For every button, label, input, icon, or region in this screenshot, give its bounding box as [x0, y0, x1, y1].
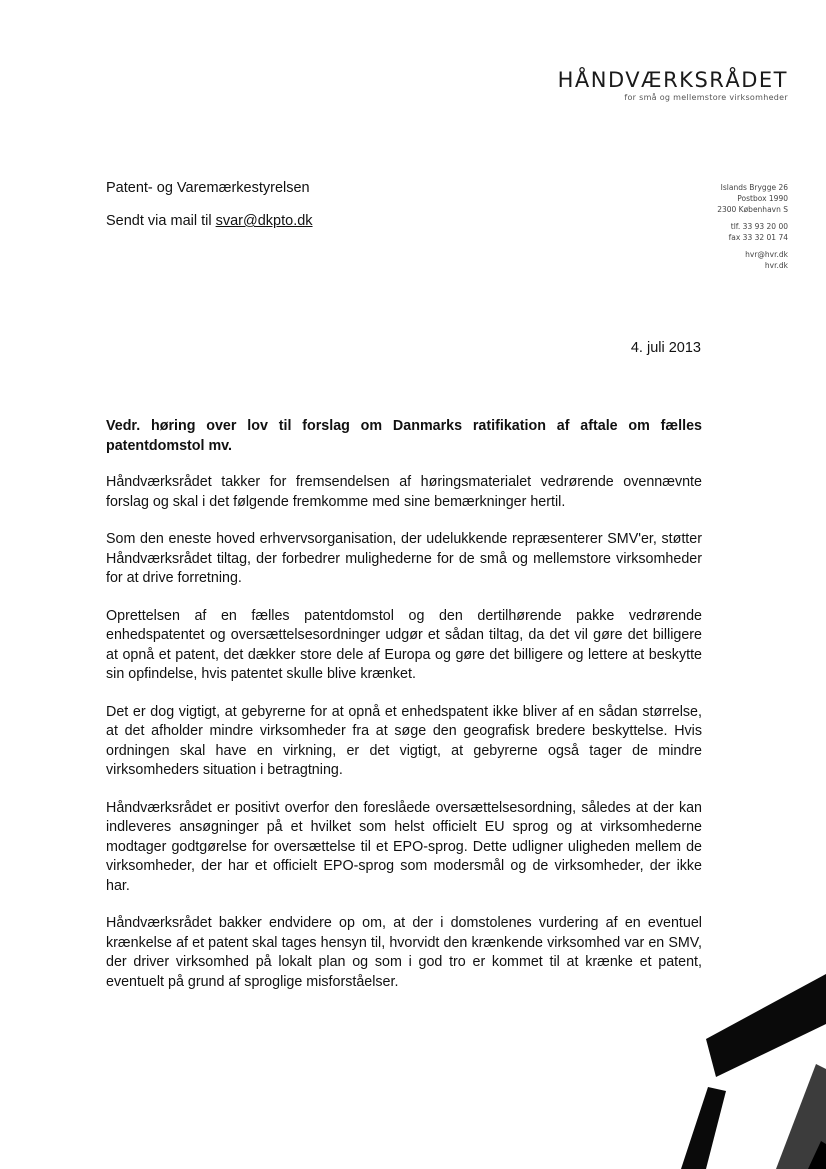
sender-postbox: Postbox 1990	[737, 194, 788, 203]
body-paragraph: Håndværksrådet bakker endvidere op om, at der i domstolenes vurdering af en eventuel krænkelse af et patent skal tages hensyn til, hvorvidt den krænkende virksomhed var en SMV, der driver virksomhed på lokalt plan og som i god tro er kommet til at krænke et patent, eventuelt på grund af sproglige misforståelser.	[106, 915, 702, 990]
sender-email: hvr@hvr.dk	[745, 250, 788, 259]
sender-web: hvr.dk	[764, 261, 788, 270]
letter-subject: Vedr. høring over lov til forslag om Danmarks ratifikation af aftale om fælles patentdomstol mv.	[106, 418, 702, 454]
letter-date: 4. juli 2013	[630, 340, 701, 356]
organization-name: HÅNDVÆRKSRÅDET	[557, 68, 788, 92]
recipient-email-link[interactable]: svar@dkpto.dk	[215, 213, 313, 229]
body-paragraph: Det er dog vigtigt, at gebyrerne for at opnå et enhedspatent ikke bliver af en sådan størrelse, at det afholder mindre virksomheder fra at søge den geografisk bredere beskyttelse. Hvis ordningen skal have en virkning, er det vigtigt, at gebyrerne også tager de mindre virksomheders situation i betragtning.	[106, 703, 702, 778]
letter-body	[106, 417, 702, 1010]
sender-address-block	[717, 182, 788, 271]
sender-city: 2300 København S	[717, 205, 788, 214]
corner-decoration-icon	[626, 969, 826, 1169]
sent-via-text: Sendt via mail til	[106, 213, 216, 229]
sender-street: Islands Brygge 26	[720, 183, 788, 192]
organization-tagline: for små og mellemstore virksomheder	[624, 93, 788, 102]
sender-fax: fax 33 32 01 74	[728, 233, 788, 242]
body-paragraph: Håndværksrådet er positivt overfor den foreslåede oversættelsesordning, således at der kan indleveres ansøgninger på et hvilket som helst officielt EU sprog og at virksomhederne modtager godtgørelse for oversættelse til et EPO-sprog. Dette udligner uligheden mellem de virksomheder, der har et officielt EPO-sprog som modersmål og de virksomheder, der ikke har.	[106, 799, 702, 894]
sender-phone: tlf. 33 93 20 00	[730, 222, 788, 231]
sent-via-line	[106, 211, 313, 231]
body-paragraph: Håndværksrådet takker for fremsendelsen af høringsmaterialet vedrørende ovennævnte forslag og skal i det følgende fremkomme med sine bemærkninger hertil.	[106, 474, 702, 510]
recipient-name: Patent- og Varemærkestyrelsen	[106, 180, 310, 196]
letterhead-logo	[558, 68, 788, 102]
recipient-block	[106, 178, 313, 231]
body-paragraph: Som den eneste hoved erhvervsorganisation, der udelukkende repræsenterer SMV'er, støtter Håndværksrådet tiltag, der forbedrer mulighederne for de små og mellemstore virksomheder for at drive forretning.	[106, 531, 702, 586]
body-paragraph: Oprettelsen af en fælles patentdomstol og den dertilhørende pakke vedrørende enhedspatentet og oversættelsesordninger udgør et sådan tiltag, da det vil gøre det billigere at opnå et patent, det dækker store dele af Europa og gøre det billigere og lettere at beskytte sin opfindelse, hvis patentet skulle blive krænket.	[106, 607, 702, 682]
